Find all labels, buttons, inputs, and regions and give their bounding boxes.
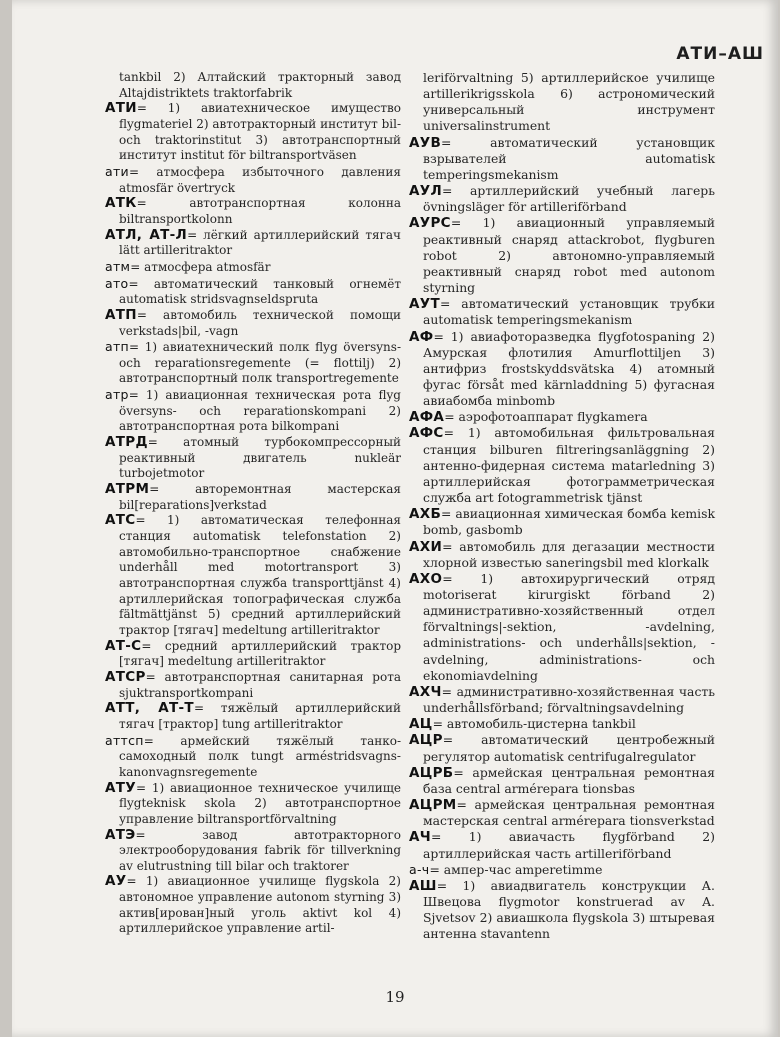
- entry-definition: = атмосфера atmosfär: [130, 259, 271, 274]
- dictionary-entry: [409, 716, 715, 732]
- dictionary-entry: [105, 482, 401, 513]
- entry-definition: = автоматический центробежный регулятор automatisk centrifugalregulator: [423, 732, 715, 764]
- entry-definition: = автомобиль технической помощи verkstads|bil, -vagn: [119, 307, 401, 338]
- dictionary-entry: [105, 387, 401, 435]
- dictionary-entry: [105, 670, 401, 701]
- entry-headword: АХБ: [409, 506, 442, 523]
- entry-headword: АУРС: [409, 215, 451, 232]
- entry-definition: = авиационная химическая бомба kemisk bomb, gasbomb: [423, 506, 715, 538]
- dictionary-entry: [409, 797, 715, 829]
- entry-definition: = 1) авиационный управляемый реактивный снаряд attackrobot, flygburen robot 2) автономно-управляемый реактивный снаряд robot med autonom styrning: [423, 215, 715, 296]
- left-column: [105, 70, 401, 937]
- dictionary-entry: [105, 513, 401, 638]
- dictionary-entry: [105, 196, 401, 227]
- entry-definition: = лёгкий артиллерийский тягач lätt artilleritraktor: [119, 227, 401, 258]
- entry-definition: = 1) авиафоторазведка flygfotospaning 2) Амурская флотилия Amurflottiljen 3) антифриз frostskyddsvätska 4) атомный фугас försåt med kärnladdning 5) фугасная авиабомба minbomb: [423, 328, 715, 409]
- entry-definition: = армейская центральная ремонтная база central armérepara tionsbas: [423, 764, 715, 796]
- entry-definition: = 1) авиатехническое имущество flygmateriel 2) автотракторный институт bil- och traktorinstitut 3) автотранспортный институт institut för biltransportväsen: [119, 101, 401, 163]
- entry-definition: = атмосфера избыточного давления atmosfär övertryck: [119, 164, 401, 195]
- entry-definition: = 1) автоматическая телефонная станция automatisk telefonstation 2) автомобильно-транспортное снабжение underhåll med motortransport 3) автотранспортная служба transporttjänst 4) артиллерийская топографическая служба fältmättjänst 5) средний артиллерийский трактор [тягач] medeltung artilleritraktor: [119, 513, 401, 637]
- entry-definition: = 1) автохирургический отряд motoriserat kirurgiskt förband 2) административно-хозяйственный отдел förvaltnings|-sektion, -avdelning, administrations- och underhålls|sektion, -avdelning, administrations- och ekonomiavdelning: [423, 570, 715, 683]
- dictionary-entry: [105, 828, 401, 875]
- entry-definition: = автоматический установщик взрывателей automatisk temperingsmekanism: [423, 134, 715, 182]
- entry-headword: АТТ, АТ-Т: [105, 700, 194, 717]
- dictionary-entry: [105, 164, 401, 196]
- dictionary-entry: [105, 435, 401, 482]
- entry-definition: = 1) авиационное училище flygskola 2) автономное управление autonom styrning 3) актив[ирован]ный уголь aktivt kol 4) артиллерийское управление artil-: [119, 874, 401, 936]
- dictionary-entry: [409, 425, 715, 506]
- entry-headword: АЧ: [409, 829, 431, 846]
- dictionary-entry: [105, 639, 401, 670]
- dictionary-entry: [409, 878, 715, 943]
- entry-definition: = 1) авиачасть flygförband 2) артиллерийская часть artilleriförband: [423, 829, 715, 861]
- entry-definition: = 1) авиадвигатель конструкции А. Швецова flygmotor konstruerad av A. Sjvetsov 2) авиашкола flygskola 3) штыревая антенна stavantenn: [423, 877, 715, 942]
- entry-definition: = армейская центральная ремонтная мастерская central armérepara tionsverkstad: [423, 797, 715, 829]
- entry-headword: АТП: [105, 306, 137, 323]
- entry-definition: = автотранспортная санитарная рота sjuktransportkompani: [119, 669, 401, 700]
- dictionary-entry: [105, 781, 401, 828]
- dictionary-entry: [105, 339, 401, 387]
- entry-headword: ато: [105, 275, 129, 291]
- entry-headword: АХО: [409, 570, 443, 587]
- entry-definition: = атомный турбокомпрессорный реактивный двигатель nukleär turbojetmotor: [119, 435, 401, 481]
- entry-definition: = тяжёлый артиллерийский тягач [трактор] tung artilleritraktor: [119, 701, 401, 731]
- entry-headword: АУТ: [409, 296, 440, 313]
- entry-definition: = административно-хозяйственная часть underhållsförband; förvaltningsavdelning: [423, 683, 715, 716]
- entry-definition: = ампер-час amperetimme: [429, 861, 603, 877]
- entry-headword: АЦРМ: [409, 797, 457, 814]
- dictionary-entry: [409, 409, 715, 425]
- entry-headword: АЦР: [409, 732, 443, 749]
- entry-headword: АХИ: [409, 538, 443, 555]
- entry-definition: = аэрофотоаппарат flygkamera: [444, 409, 648, 425]
- entry-headword: АТРД: [105, 434, 148, 451]
- entry-definition: = 1) авиационное техническое училище flygteknisk skola 2) автотранспортное управление biltransportförvaltning: [119, 780, 401, 826]
- entry-headword: атм: [105, 258, 131, 274]
- entry-headword: АФС: [409, 425, 444, 442]
- dictionary-entry: [409, 539, 715, 571]
- right-column: [409, 70, 715, 942]
- dictionary-entry: [409, 183, 715, 215]
- dictionary-entry: [409, 506, 715, 538]
- entry-definition: = автомобиль для дегазации местности хлорной известью saneringsbil med klorkalk: [423, 538, 715, 570]
- entry-headword: АТК: [105, 195, 137, 212]
- entry-definition: = 1) авиатехнический полк flyg översyns- och reparationsregemente (= flottilj) 2) автотранспортный полк transportregemente: [119, 340, 401, 386]
- entry-definition: = армейский тяжёлый танко-самоходный полк tungt arméstridsvagns-kanonvagnsregemente: [119, 733, 401, 779]
- entry-definition: = автомобиль-цистерна tankbil: [432, 716, 636, 732]
- entry-definition: = средний артиллерийский трактор [тягач] medeltung artilleritraktor: [119, 638, 401, 669]
- dictionary-entry: [105, 308, 401, 339]
- dictionary-entry: [105, 733, 401, 781]
- entry-headword: АУЛ: [409, 183, 442, 200]
- dictionary-entry: [409, 571, 715, 684]
- entry-headword: АТУ: [105, 779, 136, 796]
- dictionary-entry: [105, 276, 401, 308]
- dictionary-entry: [409, 829, 715, 861]
- entry-headword: АТИ: [105, 100, 137, 117]
- entry-headword: АТЛ, АТ-Л: [105, 226, 188, 243]
- entry-headword: АШ: [409, 877, 437, 894]
- entry-headword: АЦ: [409, 716, 433, 733]
- entry-headword: а-ч: [409, 861, 430, 877]
- page-number: 19: [385, 988, 405, 1006]
- entry-definition: = артиллерийский учебный лагерь övningsläger för artilleriförband: [423, 183, 715, 215]
- entry-headword: АТЭ: [105, 826, 136, 843]
- entry-definition: = 1) автомобильная фильтровальная станция bilburen filtreringsanläggning 2) антенно-фидерная система matarledning 3) артиллерийская фотограмметрическая служба art fotogrammetrisk tjänst: [423, 425, 715, 506]
- entry-headword: АУВ: [409, 134, 442, 151]
- dictionary-entry: [409, 296, 715, 328]
- entry-definition: = автоматический установщик трубки automatisk temperingsmekanism: [423, 296, 715, 328]
- dictionary-entry: [105, 259, 401, 276]
- dictionary-entry: [105, 228, 401, 259]
- entry-headword: АУ: [105, 873, 127, 890]
- entry-headword: АТС: [105, 512, 136, 529]
- entry-headword: АХЧ: [409, 683, 442, 700]
- entry-definition: = 1) авиационная техническая рота flyg översyns- och reparationskompani 2) автотранспортная рота bilkompani: [119, 388, 401, 434]
- running-header: АТИ–АШ: [676, 44, 764, 64]
- dictionary-entry: [105, 70, 401, 101]
- entry-headword: аттсп: [105, 732, 144, 748]
- entry-definition: leriförvaltning 5) артиллерийское училище artillerikrigsskola 6) астрономический универсальный инструмент universalinstrument: [423, 70, 715, 134]
- entry-definition: = авторемонтная мастерская bil[reparations]verkstad: [119, 482, 401, 512]
- dictionary-entry: [105, 101, 401, 164]
- entry-definition: = завод автотракторного электрооборудования fabrik för tillverkning av elutrustning till bilar och traktorer: [119, 827, 401, 873]
- dictionary-entry: [409, 765, 715, 797]
- entry-headword: ати: [105, 163, 129, 179]
- dictionary-entry: [409, 329, 715, 410]
- dictionary-entry: [409, 862, 715, 878]
- entry-definition: = автоматический танковый огнемёт automatisk stridsvagnseldspruta: [119, 276, 401, 307]
- dictionary-entry: [409, 215, 715, 296]
- dictionary-entry: [409, 70, 715, 135]
- dictionary-entry: [105, 701, 401, 732]
- dictionary-entry: [409, 135, 715, 183]
- entry-headword: АЦРБ: [409, 764, 454, 781]
- entry-definition: = автотранспортная колонна biltransportkolonn: [119, 196, 401, 226]
- dictionary-entry: [409, 684, 715, 716]
- entry-headword: АТРМ: [105, 481, 150, 498]
- entry-headword: АФ: [409, 328, 434, 345]
- entry-headword: атр: [105, 387, 129, 403]
- dictionary-page: [12, 0, 778, 1037]
- entry-headword: АТСР: [105, 668, 146, 685]
- dictionary-entry: [409, 732, 715, 764]
- entry-headword: АТ-С: [105, 637, 142, 654]
- entry-headword: АФА: [409, 409, 445, 426]
- dictionary-entry: [105, 874, 401, 937]
- entry-headword: атп: [105, 339, 130, 355]
- entry-definition: tankbil 2) Алтайский тракторный завод Altajdistriktets traktorfabrik: [119, 70, 401, 100]
